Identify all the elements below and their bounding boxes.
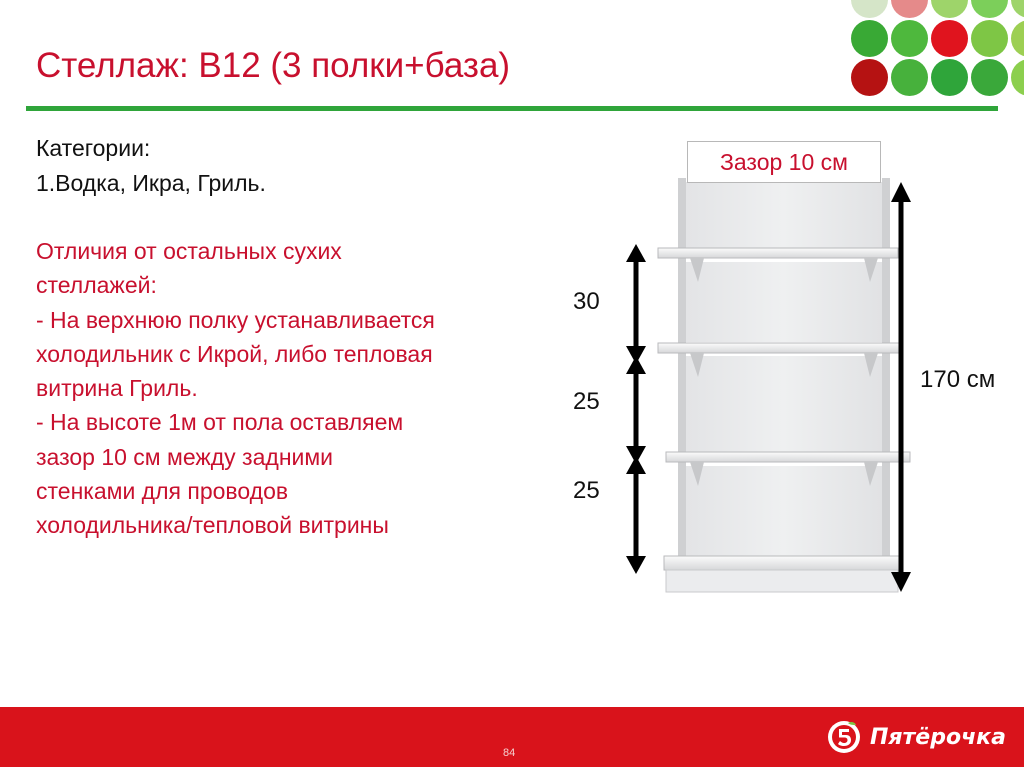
dot-grid-icon — [845, 0, 1024, 100]
dot — [891, 0, 928, 18]
dim-label-25-lower: 25 — [573, 477, 600, 504]
dot — [971, 0, 1008, 18]
dot — [971, 59, 1008, 96]
categories-line: 1.Водка, Икра, Гриль. — [36, 170, 266, 196]
dim-arrow-25-lower — [626, 456, 646, 574]
diff-line: зазор 10 см между задними — [36, 444, 334, 470]
back-panel — [686, 356, 882, 452]
shelf-base — [664, 556, 900, 592]
dot — [851, 59, 888, 96]
dim-arrow-25-upper — [626, 356, 646, 464]
dot — [971, 20, 1008, 57]
pyaterochka-logo-icon — [826, 719, 862, 755]
dim-label-30: 30 — [573, 288, 600, 315]
dot — [931, 0, 968, 18]
diff-line: холодильника/тепловой витрины — [36, 512, 389, 538]
shelf-upright-right — [882, 178, 890, 570]
dot — [851, 0, 888, 18]
diff-line: Отличия от остальных сухих — [36, 238, 342, 264]
shelf-upright-left — [678, 178, 686, 570]
brand-name: Пятёрочка — [870, 724, 1006, 750]
dim-arrow-30 — [626, 244, 646, 364]
dot — [1011, 20, 1024, 57]
diff-line: стенками для проводов — [36, 478, 289, 504]
dot — [1011, 59, 1024, 96]
dot — [1011, 0, 1024, 18]
back-panel — [686, 262, 882, 342]
page-number: 84 — [503, 747, 516, 759]
diff-line: стеллажей: — [36, 272, 157, 298]
dot — [931, 20, 968, 57]
dim-label-25-upper: 25 — [573, 388, 600, 415]
dim-arrow-total — [891, 182, 911, 592]
diff-line: холодильник с Икрой, либо тепловая — [36, 341, 433, 367]
diff-line: - На высоте 1м от пола оставляем — [36, 409, 404, 435]
dim-label-total: 170 см — [920, 366, 996, 393]
title-divider — [26, 106, 998, 111]
diff-line: витрина Гриль. — [36, 375, 198, 401]
slide-title: Стеллаж: В12 (3 полки+база) — [36, 46, 511, 85]
gap-label: Зазор 10 см — [687, 141, 881, 183]
back-panel — [686, 182, 882, 248]
categories-heading: Категории: — [36, 135, 151, 161]
footer-bar — [0, 707, 1024, 767]
dot — [891, 59, 928, 96]
brand-logo — [826, 719, 1006, 755]
dot — [891, 20, 928, 57]
diff-line: - На верхнюю полку устанавливается — [36, 307, 435, 333]
back-panel — [686, 466, 882, 556]
dot — [851, 20, 888, 57]
dot — [931, 59, 968, 96]
shelf-diagram — [620, 170, 920, 600]
